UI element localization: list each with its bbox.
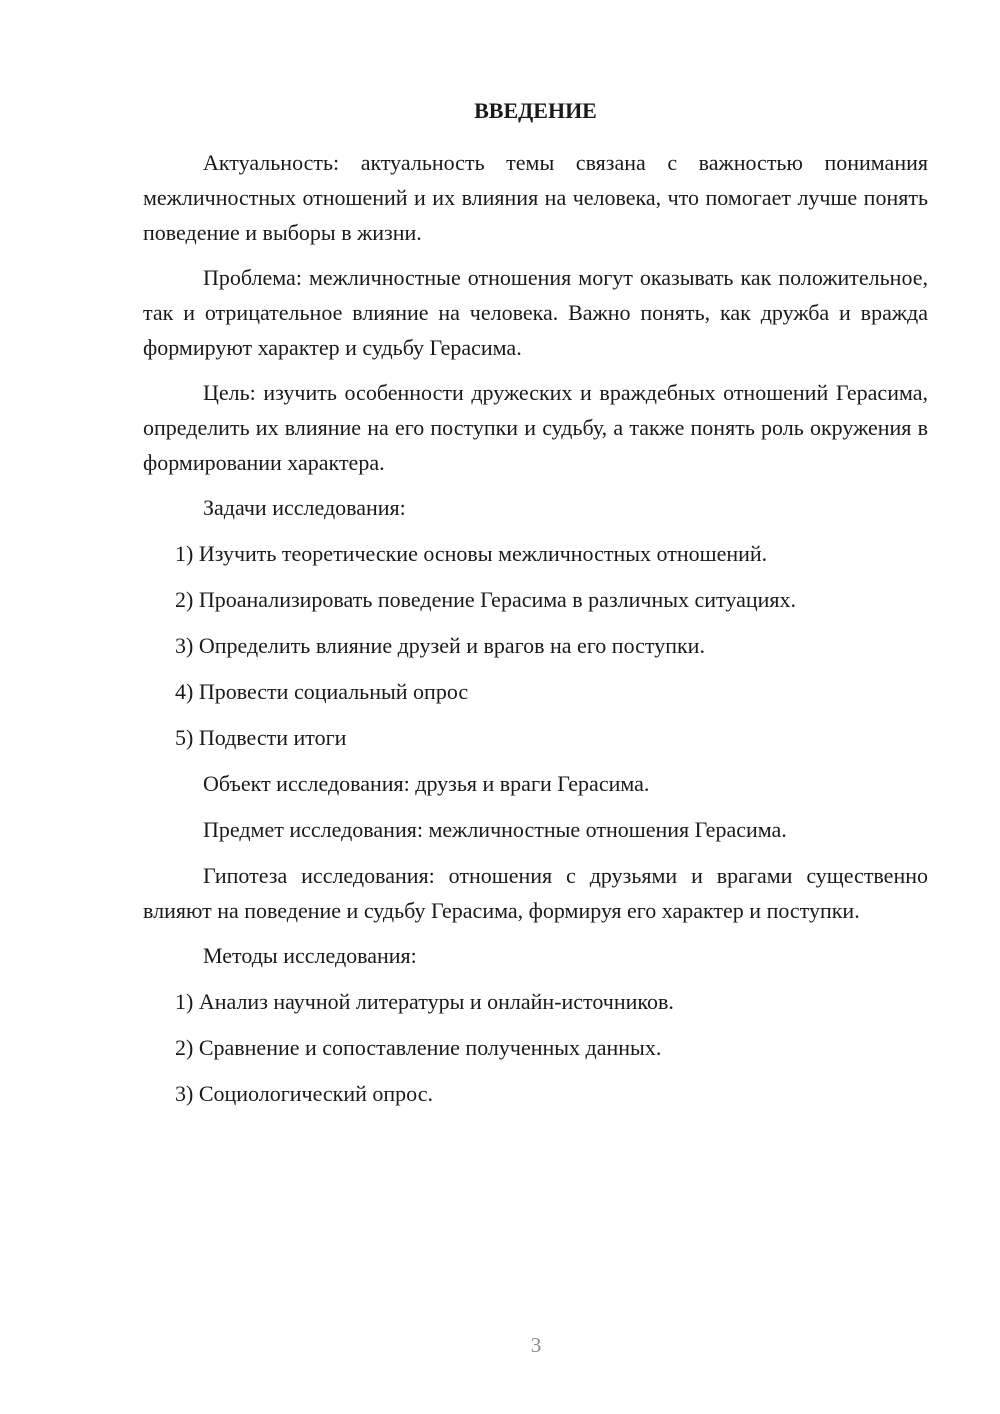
problem-paragraph: Проблема: межличностные отношения могут оказывать как положительное, так и отрицательное влияние на человека. Важно понять, как дружба и вражда формируют характер и судьбу Герасима. [143,265,928,360]
method-item-2: 2) Сравнение и сопоставление полученных данных. [175,1035,662,1060]
page-number: 3 [530,1333,542,1357]
task-item-4: 4) Провести социальный опрос [175,679,469,704]
methods-heading: Методы исследования: [203,943,417,968]
research-subject: Предмет исследования: межличностные отношения Герасима. [203,817,787,842]
task-item-5: 5) Подвести итоги [175,725,347,750]
goal-paragraph: Цель: изучить особенности дружеских и враждебных отношений Герасима, определить их влияние на его поступки и судьбу, а также понять роль окружения в формировании характера. [143,380,928,475]
tasks-heading: Задачи исследования: [203,495,406,520]
method-item-3: 3) Социологический опрос. [175,1081,433,1106]
method-item-1: 1) Анализ научной литературы и онлайн-источников. [175,989,674,1014]
task-item-2: 2) Проанализировать поведение Герасима в различных ситуациях. [175,587,797,612]
task-item-1: 1) Изучить теоретические основы межличностных отношений. [175,541,768,566]
document-body [143,97,928,1122]
research-object: Объект исследования: друзья и враги Герасима. [203,771,650,796]
hypothesis-paragraph: Гипотеза исследования: отношения с друзьями и врагами существенно влияют на поведение и судьбу Герасима, формируя его характер и поступки. [143,863,928,923]
page-title: ВВЕДЕНИЕ [474,98,597,123]
relevance-paragraph: Актуальность: актуальность темы связана с важностью понимания межличностных отношений и их влияния на человека, что помогает лучше понять поведение и выборы в жизни. [143,150,928,245]
task-item-3: 3) Определить влияние друзей и врагов на его поступки. [175,633,705,658]
